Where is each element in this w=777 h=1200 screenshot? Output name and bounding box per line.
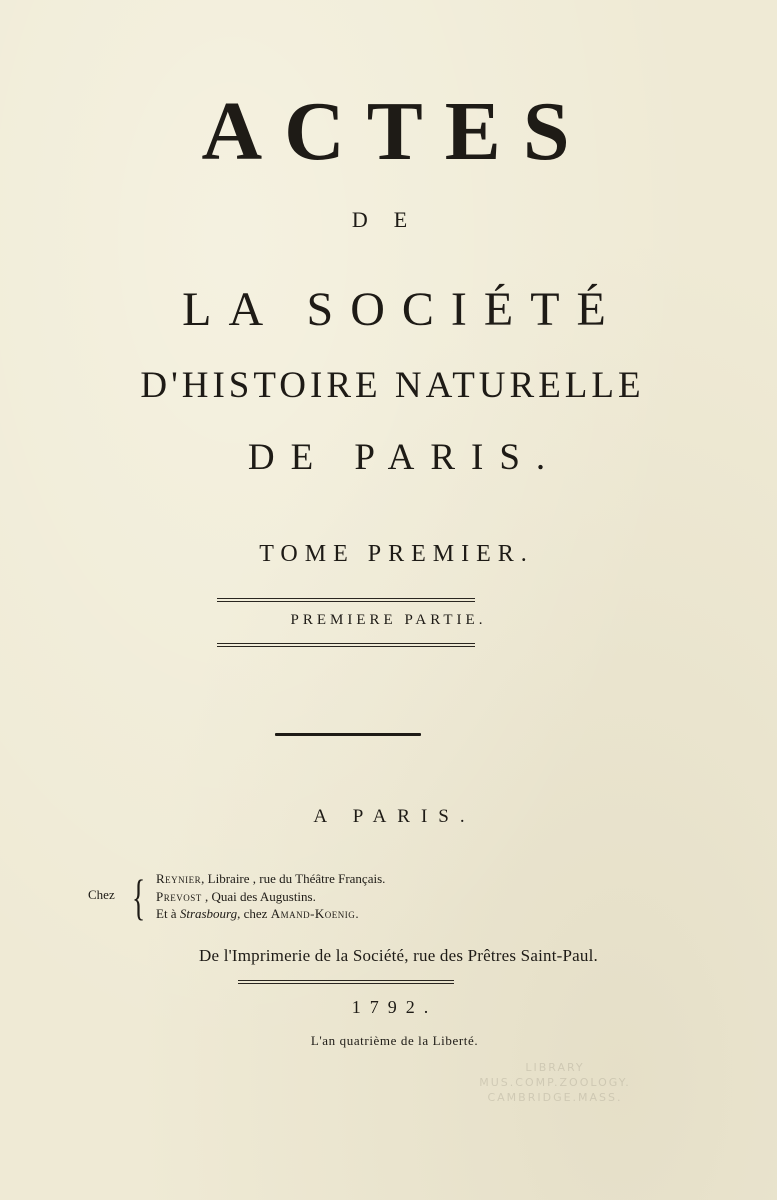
imprint-place: A PARIS. (313, 806, 476, 827)
publication-year: 1792. (351, 997, 438, 1017)
divider-printer (238, 980, 454, 984)
title-de-paris: DE PARIS. (247, 437, 562, 478)
printer-line: De l'Imprimerie de la Société, rue des Prêtres Saint-Paul. (199, 946, 598, 965)
revolutionary-era: L'an quatrième de la Liberté. (310, 1033, 479, 1048)
booksellers-block (88, 869, 508, 929)
library-stamp: LIBRARY MUS.COMP.ZOOLOGY. CAMBRIDGE.MASS. (479, 1061, 631, 1104)
title-actes: ACTES (201, 85, 592, 178)
title-de: DE (351, 207, 434, 232)
chez-label: Chez (88, 887, 115, 902)
bookseller-line: Reynier, Libraire , rue du Théâtre Français. (156, 871, 386, 886)
title-societe: LA SOCIÉTÉ (182, 283, 623, 336)
title-histoire-naturelle: D'HISTOIRE NATURELLE (140, 365, 645, 406)
part-label: PREMIERE PARTIE. (290, 612, 487, 628)
bookseller-line: Prevost , Quai des Augustins. (156, 889, 316, 904)
volume-label: TOME PREMIER. (259, 541, 534, 567)
divider-bottom (217, 643, 475, 647)
ornamental-rule (275, 733, 421, 736)
divider-top (217, 598, 475, 602)
bookseller-line: Et à Strasbourg, chez Amand-Koenig. (156, 906, 359, 921)
brace-glyph: { (132, 869, 146, 925)
